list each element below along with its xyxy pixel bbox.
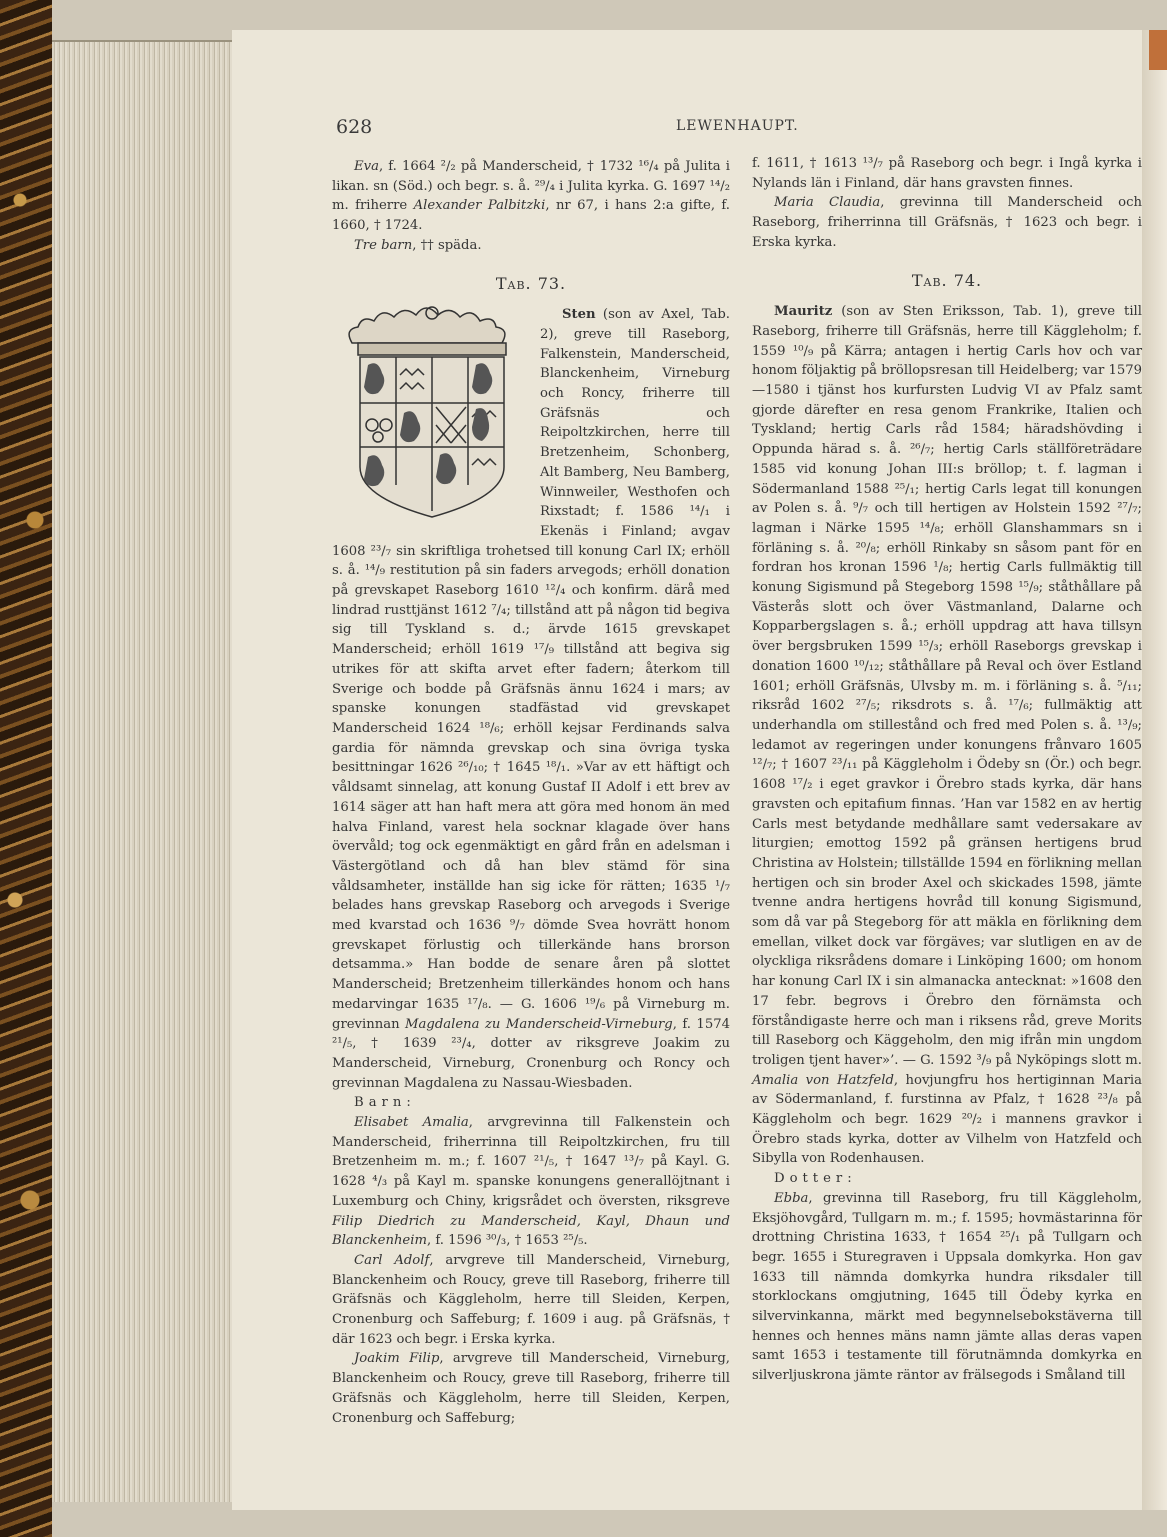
text-run: (son av Sten Eriksson, Tab. 1), greve till Raseborg, friherre till Gräfsnäs, herre till Käggleholm; f. 1559 ¹⁰/₉ på Kärra; antagen i hertig Carls hov och var honom följaktig på bröllopsresan till Heidelberg; var 1579—1580 i tjänst hos kurfursten Ludvig VI av Pfalz samt gjorde därefter en resa genom Frankrike, Italien och Tyskland; hertig Carls råd 1584; häradshövding i Oppunda härad s. å. ²⁶/₇; hertig Carls ställföreträdare 1585 vid konung Johan III:s bröllop; t. f. lagman i Södermanland 1588 ²⁵/₁; hertig Carls legat till konungen av Polen s. å. ⁹/₇ och till hertigen av Holstein 1592 ²⁷/₇; lagman i Närke 1595 ¹⁴/₈; erhöll Glanshammars sn i förläning s. å. ²⁰/₈; erhöll Rinkaby sn såsom pant för en fordran hos kronan 1596 ¹/₈; hertig Carls fullmäktig till konung Sigismund på Stegeborg 1598 ¹⁵/₉; ståthållare på Västerås slott och över Västmanland, Dalarne och Kopparbergslagen s. å.; erhöll uppdrag att hava tillsyn över bergsbruken 1599 ¹⁵/₃; erhöll Raseborgs grevskap i donation 1600 ¹⁰/₁₂; ståthållare på Reval och över Estland 1601; erhöll Gräfsnäs, Ulvsby m. m. i förläning s. å. ⁵/₁₁; riksråd 1602 ²⁷/₅; riksdrots s. å. ¹⁷/₆; fullmäktig att underhandla om stillestånd och fred med Polen s. å. ¹³/₉; ledamot av regeringen under konungens frånvaro 1605 ¹²/₇; † 1607 ²³/₁₁ på Käggleholm i Ödeby sn (Ör.) och begr. 1608 ¹⁷/₂ i eget gravkor i Örebro stads kyrka, där hans gravsten och epitafium finnas. ’Han var 1582 en av hertig Carls mest betydande medhållare samt vedersakare av liturgien; emottog 1592 på gränsen hertigens brud Christina av Holstein; tillställde 1594 en förlikning mellan hertigen och sin broder Axel och skickades 1598, jämte tvenne andra hertigens hovråd till konung Sigismund, som då var på Stegeborg för att mäkla en förlikning dem emellan, vilket dock var förgäves; var slutligen en av de olyckliga riksrådens domare i Linköping 1600; om honom har konung Carl IX i sin almanacka antecknat: »1608 den 17 febr. begrovs i Örebro den förnämsta och förståndigaste herre och man i riksens råd, greve Morits till Raseborg och Käggeholm, den mig ifrån min ungdom troligen tjent haver»’. — G. 1592 ³/₉ på Nyköpings slott m. xyxy=(752,304,1143,1068)
text-run: (son av Axel, Tab. 2), greve till Raseborg, Falkenstein, Manderscheid, Blanckenheim, Virneburg och Roncy, friherre till Gräfsnäs och Reipoltzkirchen, herre till Bretzenheim, Schonberg, Alt Bamberg, Neu Bamberg, Winnweiler, Westhofen och Rixstadt; f. 1586 ¹⁴/₁ i Ekenäs i Finland; avgav 1608 ²³/₇ sin skriftliga trohetsed till konung Carl IX; erhöll s. å. ¹⁴/₉ restitution på sin faders arvegods; erhöll donation på grevskapet Raseborg 1610 ¹²/₄ och konfirm. därå med lindrad rusttjänst 1612 ⁷/₄; tillstånd att på någon tid begiva sig till Tyskland s. d.; ärvde 1615 grevskapet Manderscheid; erhöll 1619 ¹⁷/₉ tillstånd att begiva sig utrikes för att skifta arvet efter fadern; återkom till Sverige och bodde på Gräfsnäs ännu 1624 i mars; av spanske konungen stadfästad vid grevskapet Manderscheid 1624 ¹⁸/₆; erhöll kejsar Ferdinands salva gardia för nämnda grevskap och sina övriga tyska besittningar 1626 ²⁶/₁₀; † 1645 ¹⁸/₁. »Var av ett häftigt och våldsamt sinnelag, att konung Gustaf II Adolf i ett brev av 1614 säger att han haft mera att göra med honom än med halva Finland, varest hela socknar klagade över hans övervåld; tog ock egenmäktigt en gård från en adelsman i Västergötland och då han blev stämd för sina våldsamheter, inställde han sig icke för rätten; 1635 ¹/₇ belades hans grevskap Raseborg och arvegods i Sverige med kvarstad och 1636 ⁹/₇ dömde Svea hovrätt honom grevskapet förlustig och tillerkände hans brorson detsamma.» Han bodde de senare åren på slottet Manderscheid; Bretzenheim tillerkändes honom och hans medarvingar 1635 ¹⁷/₈. — G. 1606 ¹⁹/₆ på Virneburg m. grevinnan xyxy=(332,307,730,1032)
entry-continuation xyxy=(752,154,1142,193)
table-heading-74: Tab. 74. xyxy=(911,270,983,290)
italic-name: Carl Adolf xyxy=(354,1252,430,1268)
text-run: , nr 67, i hans 2:a gifte, f. 1660, † 1724. xyxy=(332,198,731,234)
text-run: f. 1611, † 1613 ¹³/₇ på Raseborg och begr. i Ingå kyrka i Nylands län i Finland, där hans gravsten finnes. xyxy=(752,156,1142,191)
text-run: , arvgreve till Manderscheid, Virneburg, Blanckenheim och Roucy, greve till Raseborg, friherre till Gräfsnäs och Käggleholm, herre till Sleiden, Kerpen, Cronenburg och Saffeburg; xyxy=(332,1351,730,1426)
entry-name: Mauritz xyxy=(774,304,833,320)
book-cover-marbled-edge xyxy=(0,0,52,1537)
entry-ebba xyxy=(752,1189,1142,1386)
left-column xyxy=(332,157,730,1428)
page-number: 628 xyxy=(336,116,373,138)
coat-of-arms-image xyxy=(332,305,532,523)
entry-mauritz xyxy=(752,302,1142,1169)
entry-maria-claudia xyxy=(752,193,1142,252)
text-run: , hovjungfru hos hertiginnan Maria av Södermanland, f. furstinna av Pfalz, † 1628 ²³/₈ på Käggleholm och begr. 1629 ²⁰/₂ i mannens gravkor i Örebro stads kyrka, dotter av Vilhelm von Hatzfeld och Sibylla von Rodenhausen. xyxy=(752,1072,1142,1167)
entry-elisabet-amalia xyxy=(332,1113,730,1251)
text-run: , grevinna till Raseborg, fru till Käggleholm, Eksjöhovgård, Tullgarn m. m.; f. 1595; hovmästarinna för drottning Christina 1633, † 1654 ²⁵/₁ på Tullgarn och begr. 1655 i Sturegraven i Uppsala domkyrka. Hon gav 1633 till nämnda domkyrka hundra riksdaler till storklockans omgjutning, 1645 till Ödeby kyrka en silvervinkanna, märkt med begynnelsebokstäverna till hennes och hennes mäns namn jämte allas deras vapen samt 1653 i testamente till förutnämnda domkyrka en silverljuskrona jämte räntor av frälsegods i Småland till xyxy=(752,1190,1142,1384)
text-run: , f. 1574 ²¹/₅, † 1639 ²³/₄, dotter av riksgreve Joakim zu Manderscheid, Virneburg, Cronenburg och Roncy och grevinnan Magdalena zu Nassau-Wiesbaden. xyxy=(332,1016,730,1091)
page-edges xyxy=(52,40,232,1502)
section-label-barn: Barn: xyxy=(354,1095,416,1111)
text-run: , f. 1596 ³⁰/₃, † 1653 ²⁵/₅. xyxy=(426,1233,588,1249)
entry-carl-adolf xyxy=(332,1251,730,1350)
running-head: LEWENHAUPT. xyxy=(676,118,799,134)
right-column xyxy=(752,154,1142,1386)
italic-name: Magdalena zu Manderscheid-Virneburg xyxy=(405,1016,673,1032)
italic-name: Filip Diedrich zu Manderscheid, Kayl, Dhaun und Blanckenheim xyxy=(332,1213,730,1249)
text-run: , grevinna till Manderscheid och Raseborg, friherrinna till Gräfsnäs, † 1623 och begr. i Erska kyrka. xyxy=(752,195,1142,250)
entry-eva xyxy=(332,157,730,236)
section-label-dotter: Dotter: xyxy=(774,1171,857,1187)
text-run: , arvgreve till Manderscheid, Virneburg, Blanckenheim och Roucy, greve till Raseborg, friherre till Gräfsnäs och Käggleholm, herre till Sleiden, Kerpen, Cronenburg och Saffeburg; f. 1609 i aug. på Gräfsnäs, † där 1623 och begr. i Erska kyrka. xyxy=(332,1252,731,1347)
entry-name: Sten xyxy=(562,307,596,323)
italic-name: Ebba xyxy=(774,1190,809,1206)
italic-name: Amalia von Hatzfeld xyxy=(752,1072,894,1088)
bookmark-tab xyxy=(1149,30,1167,70)
entry-tre-barn xyxy=(332,236,730,256)
italic-name: Eva xyxy=(354,159,379,174)
table-heading-73: Tab. 73. xyxy=(495,273,567,293)
italic-name: Joakim Filip xyxy=(354,1351,440,1367)
italic-name: Tre barn xyxy=(354,237,413,253)
page-header xyxy=(336,116,1136,140)
italic-name: Maria Claudia xyxy=(774,195,881,211)
text-run: , †† späda. xyxy=(412,237,482,253)
text-run: , f. 1664 ²/₂ på Manderscheid, † 1732 ¹⁶/₄ på Julita i likan. sn (Söd.) och begr. s. å. ²⁹/₄ i Julita kyrka. G. 1697 ¹⁴/₂ m. friherre xyxy=(332,159,730,214)
italic-name: Elisabet Amalia xyxy=(354,1115,469,1131)
entry-joakim-filip xyxy=(332,1349,730,1428)
italic-name: Alexander Palbitzki xyxy=(413,198,546,214)
facing-page-edge xyxy=(1142,30,1167,1510)
entry-sten xyxy=(332,305,730,1093)
text-run: , arvgrevinna till Falkenstein och Manderscheid, friherrinna till Reipoltzkirchen, fru till Bretzenheim m. m.; f. 1607 ²¹/₅, † 1647 ¹³/₇ på Kayl. G. 1628 ⁴/₃ på Kayl m. spanske konungens generallöjtnant i Luxemburg och Chiny, krigsrådet och översten, riksgreve xyxy=(332,1115,731,1209)
